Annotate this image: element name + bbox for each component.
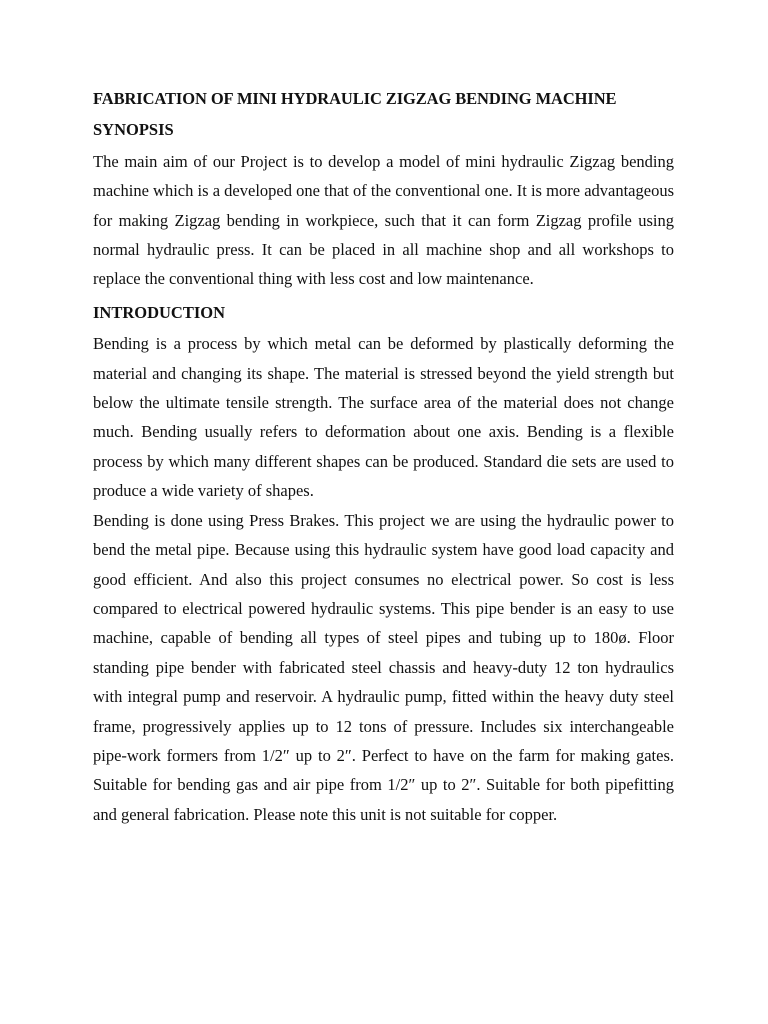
synopsis-heading: SYNOPSIS xyxy=(93,120,174,140)
introduction-heading: INTRODUCTION xyxy=(93,302,226,322)
document-title: FABRICATION OF MINI HYDRAULIC ZIGZAG BENDING MACHINE xyxy=(93,89,617,108)
document-page xyxy=(93,84,674,829)
introduction-paragraph-2: Bending is done using Press Brakes. This project we are using the hydraulic power to bend the metal pipe. Because using this hydraulic system have good load capacity and good efficient. And also this project consumes no electrical power. So cost is less compared to electrical powered hydraulic systems. This pipe bender is an easy to use machine, capable of bending all types of steel pipes and tubing up to 180ø. Floor standing pipe bender with fabricated steel chassis and heavy-duty 12 ton hydraulics with integral pump and reservoir. A hydraulic pump, fitted within the heavy duty steel frame, progressively applies up to 12 tons of pressure. Includes six interchangeable pipe-work formers from 1/2″ up to 2″. Perfect to have on the farm for making gates. Suitable for bending gas and air pipe from 1/2″ up to 2″. Suitable for both pipefitting and general fabrication. Please note this unit is not suitable for copper. xyxy=(93,510,674,824)
synopsis-paragraph: The main aim of our Project is to develop a model of mini hydraulic Zigzag bending machine which is a developed one that of the conventional one. It is more advantageous for making Zigzag bending in workpiece, such that it can form Zigzag profile using normal hydraulic press. It can be placed in all machine shop and all workshops to replace the conventional thing with less cost and low maintenance. xyxy=(93,151,674,289)
introduction-paragraph-1: Bending is a process by which metal can be deformed by plastically deforming the material and changing its shape. The material is stressed beyond the yield strength but below the ultimate tensile strength. The surface area of the material does not change much. Bending usually refers to deformation about one axis. Bending is a flexible process by which many different shapes can be produced. Standard die sets are used to produce a wide variety of shapes. xyxy=(93,334,674,501)
